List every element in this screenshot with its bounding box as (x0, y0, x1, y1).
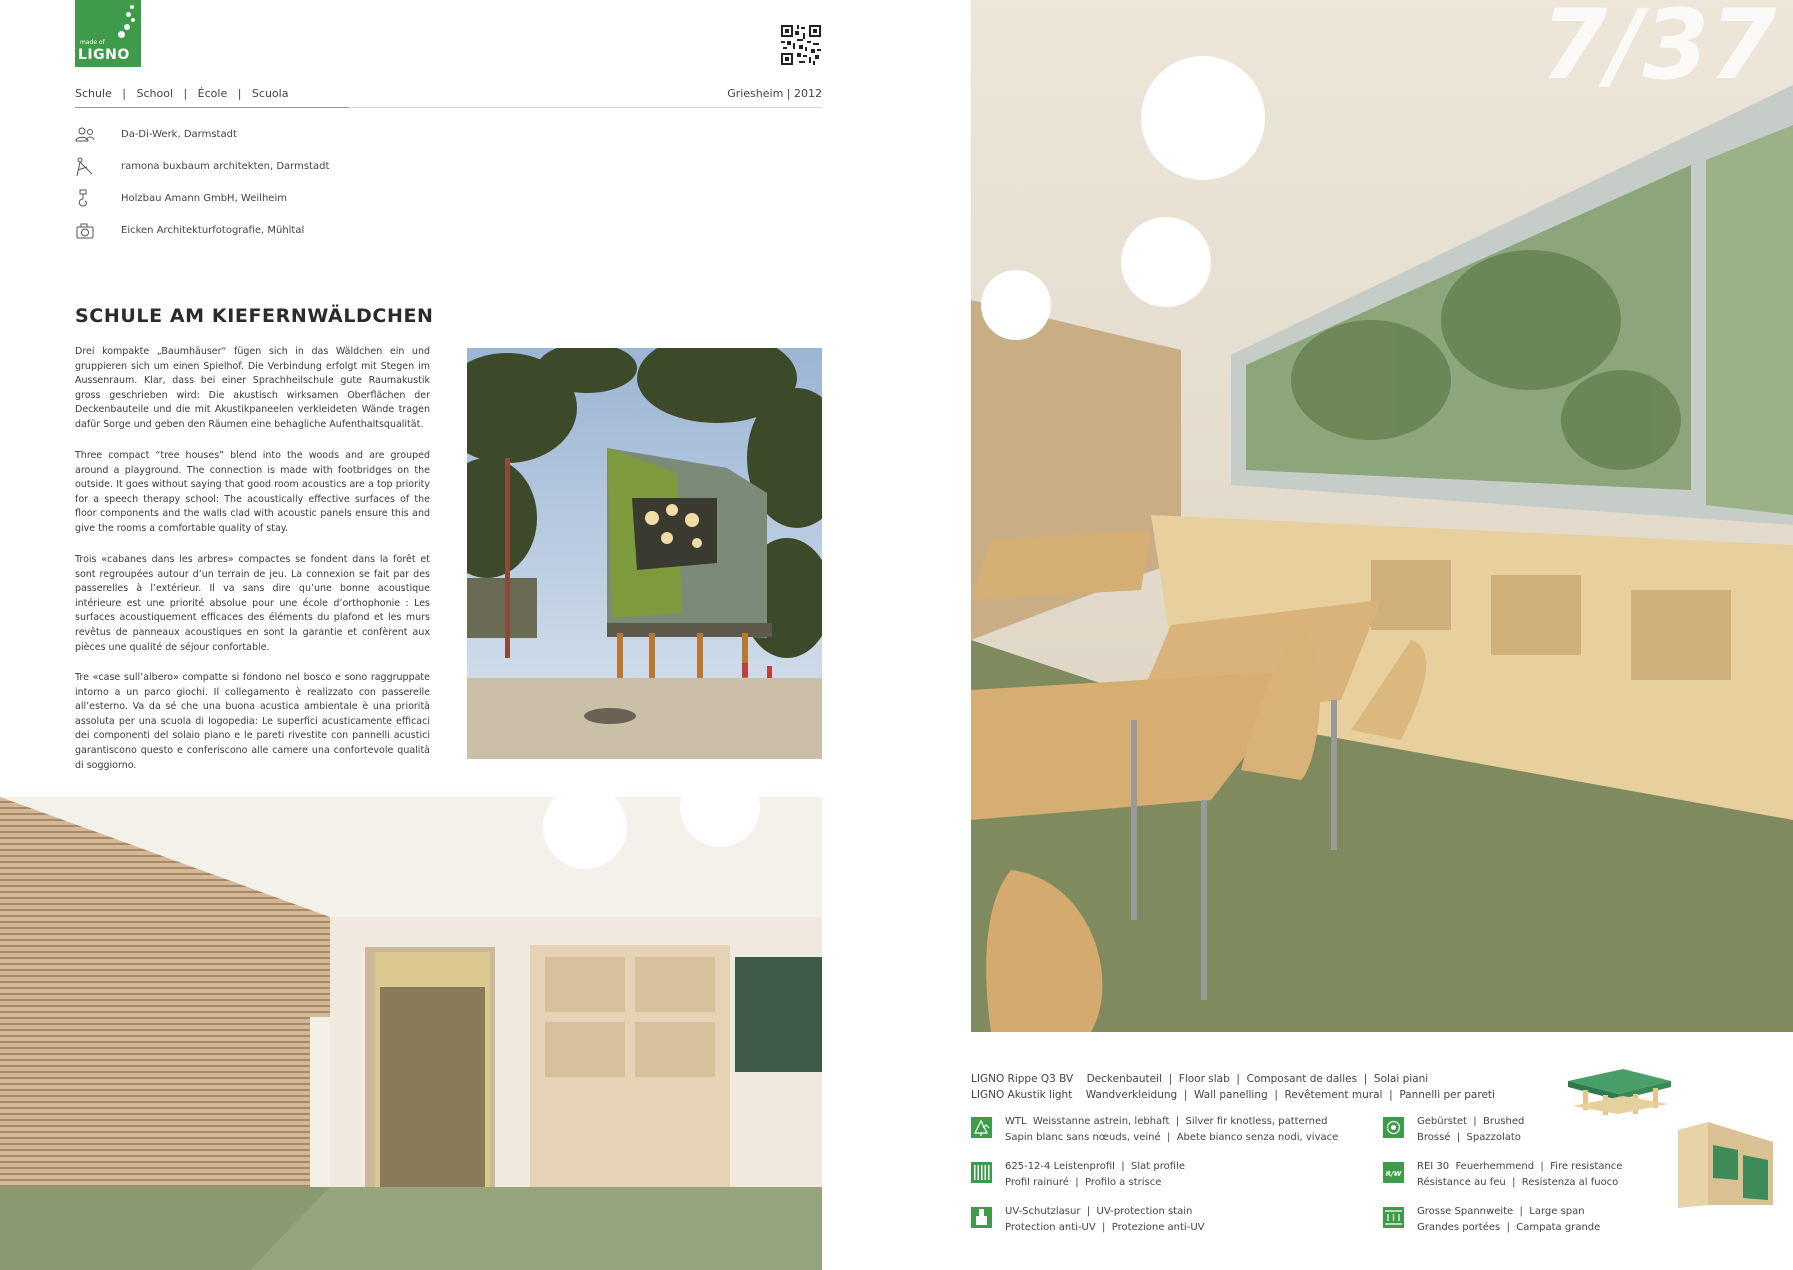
credit-architect-text: ramona buxbaum architekten, Darmstadt (121, 161, 330, 172)
product-desc: Deckenbauteil | Floor slab | Composant de dalles | Solai piani (1086, 1073, 1429, 1085)
feature-line: Brossé | Spazzolato (1417, 1132, 1521, 1143)
slat-profile-icon (971, 1162, 992, 1183)
credit-photographer (75, 223, 675, 245)
product-name: LIGNO Akustik light (971, 1089, 1073, 1101)
interior-classroom-photo (0, 797, 822, 1270)
product-name: LIGNO Rippe Q3 BV (971, 1073, 1074, 1085)
product-row (971, 1071, 1495, 1087)
tree-icon (971, 1117, 992, 1138)
credit-builder (75, 191, 675, 213)
uv-stain-brush-icon (971, 1207, 992, 1228)
feature-wood-species (971, 1114, 1351, 1148)
category-bar (75, 87, 822, 109)
exterior-building-photo (467, 348, 822, 759)
category-labels: Schule | School | École | Scuola (75, 87, 289, 100)
paragraph-french: Trois «cabanes dans les arbres» compactes se fondent dans la forêt et sont regroupées autour d’un terrain de jeu. La connexion se fait par des passerelles à l’extérieur. Il va sans dire qu’une bonne acoustique intérieure est une priorité absolue pour une école d’orthophonie : Les surfaces acoustiquement efficaces des éléments du plafond et les murs revêtus de panneaux acoustiques en sont la garantie et confèrent aux pièces une qualité de séjour confortable. (75, 554, 430, 653)
feature-line: 625-12-4 Leistenprofil | Slat profile (1005, 1161, 1185, 1172)
builder-hook-icon (75, 189, 95, 209)
ligno-logo (75, 0, 141, 67)
product-list (971, 1071, 1495, 1103)
product-row (971, 1087, 1495, 1103)
camera-icon (75, 221, 95, 241)
page-number: 7/37 (1540, 0, 1776, 101)
feature-line: UV-Schutzlasur | UV-protection stain (1005, 1206, 1193, 1217)
credit-architect (75, 159, 675, 181)
feature-line: WTL Weisstanne astrein, lebhaft | Silver fir knotless, patterned (1005, 1116, 1328, 1127)
feature-fire (1383, 1159, 1653, 1193)
credit-client-text: Da-Di-Werk, Darmstadt (121, 129, 237, 140)
large-span-icon (1383, 1207, 1404, 1228)
project-title: SCHULE AM KIEFERNWÄLDCHEN (75, 305, 434, 327)
brushed-surface-icon (1383, 1117, 1404, 1138)
classroom-window-photo (971, 0, 1793, 1032)
credit-client (75, 127, 675, 149)
paragraph-german: Drei kompakte „Baumhäuser“ fügen sich in das Wäldchen ein und gruppieren sich um einen Spielhof. Die Verbindung erfolgt mit Stegen im Aussenraum. Klar, dass bei einer Sprachheilschule gute Raumakustik gross geschrieben wird: Die akustisch wirksamen Oberflächen der Deckenbauteile und die mit Akustikpaneelen verkleideten Wände tragen dafür Sorge und geben den Räumen eine behagliche Aufenthaltsqualität. (75, 346, 430, 430)
feature-uv (971, 1204, 1351, 1238)
divider (349, 107, 822, 108)
feature-surface (1383, 1114, 1643, 1148)
logo-made-of: made of (80, 39, 105, 46)
fire-resistance-icon (1383, 1162, 1404, 1183)
svg-text:R/W: R/W (1385, 1170, 1402, 1178)
paragraph-italian: Tre «case sull’albero» compatte si fondono nel bosco e sono raggruppate intorno a un parco giochi. Il collegamento è realizzato con passerelle all’esterno. Va da sé che una buona acustica ambientale è una priorità assoluta per una scuola di logopedia: Le superfici acusticamente efficaci dei componenti del solaio piano e le pareti rivestite con pannelli acustici garantiscono questo e conferiscono alle camere una confortevole qualità di soggiorno. (75, 672, 430, 771)
logo-wordmark: LIGNO (78, 47, 130, 63)
feature-line: Protection anti-UV | Protezione anti-UV (1005, 1222, 1205, 1233)
product-desc: Wandverkleidung | Wall panelling | Revêtement mural | Pannelli per pareti (1085, 1089, 1495, 1101)
feature-line: Grosse Spannweite | Large span (1417, 1206, 1585, 1217)
feature-line: Gebürstet | Brushed (1417, 1116, 1525, 1127)
feature-line: Sapin blanc sans nœuds, veiné | Abete bianco senza nodi, vivace (1005, 1132, 1339, 1143)
wall-panel-illustration (1668, 1120, 1783, 1210)
feature-line: Résistance au feu | Resistenza al fuoco (1417, 1177, 1619, 1188)
feature-profile (971, 1159, 1351, 1193)
client-icon (75, 125, 95, 145)
feature-line: REI 30 Feuerhemmend | Fire resistance (1417, 1161, 1623, 1172)
feature-line: Profil rainuré | Profilo a strisce (1005, 1177, 1162, 1188)
location-year: Griesheim | 2012 (727, 87, 822, 100)
architect-compass-icon (75, 157, 95, 177)
divider (75, 107, 349, 108)
credit-photographer-text: Eicken Architekturfotografie, Mühltal (121, 225, 305, 236)
feature-line: Grandes portées | Campata grande (1417, 1222, 1601, 1233)
paragraph-english: Three compact “tree houses” blend into the woods and are grouped around a playground. The connection is made with footbridges on the outside. It goes without saying that good room acoustics are a top priority for a speech therapy school: The acoustically effective surfaces of the floor components and the walls clad with acoustic panels ensure this and give the rooms a comfortable quality of stay. (75, 450, 430, 534)
feature-span (1383, 1204, 1653, 1238)
credit-builder-text: Holzbau Amann GmbH, Weilheim (121, 193, 287, 204)
qr-code[interactable] (781, 25, 821, 65)
